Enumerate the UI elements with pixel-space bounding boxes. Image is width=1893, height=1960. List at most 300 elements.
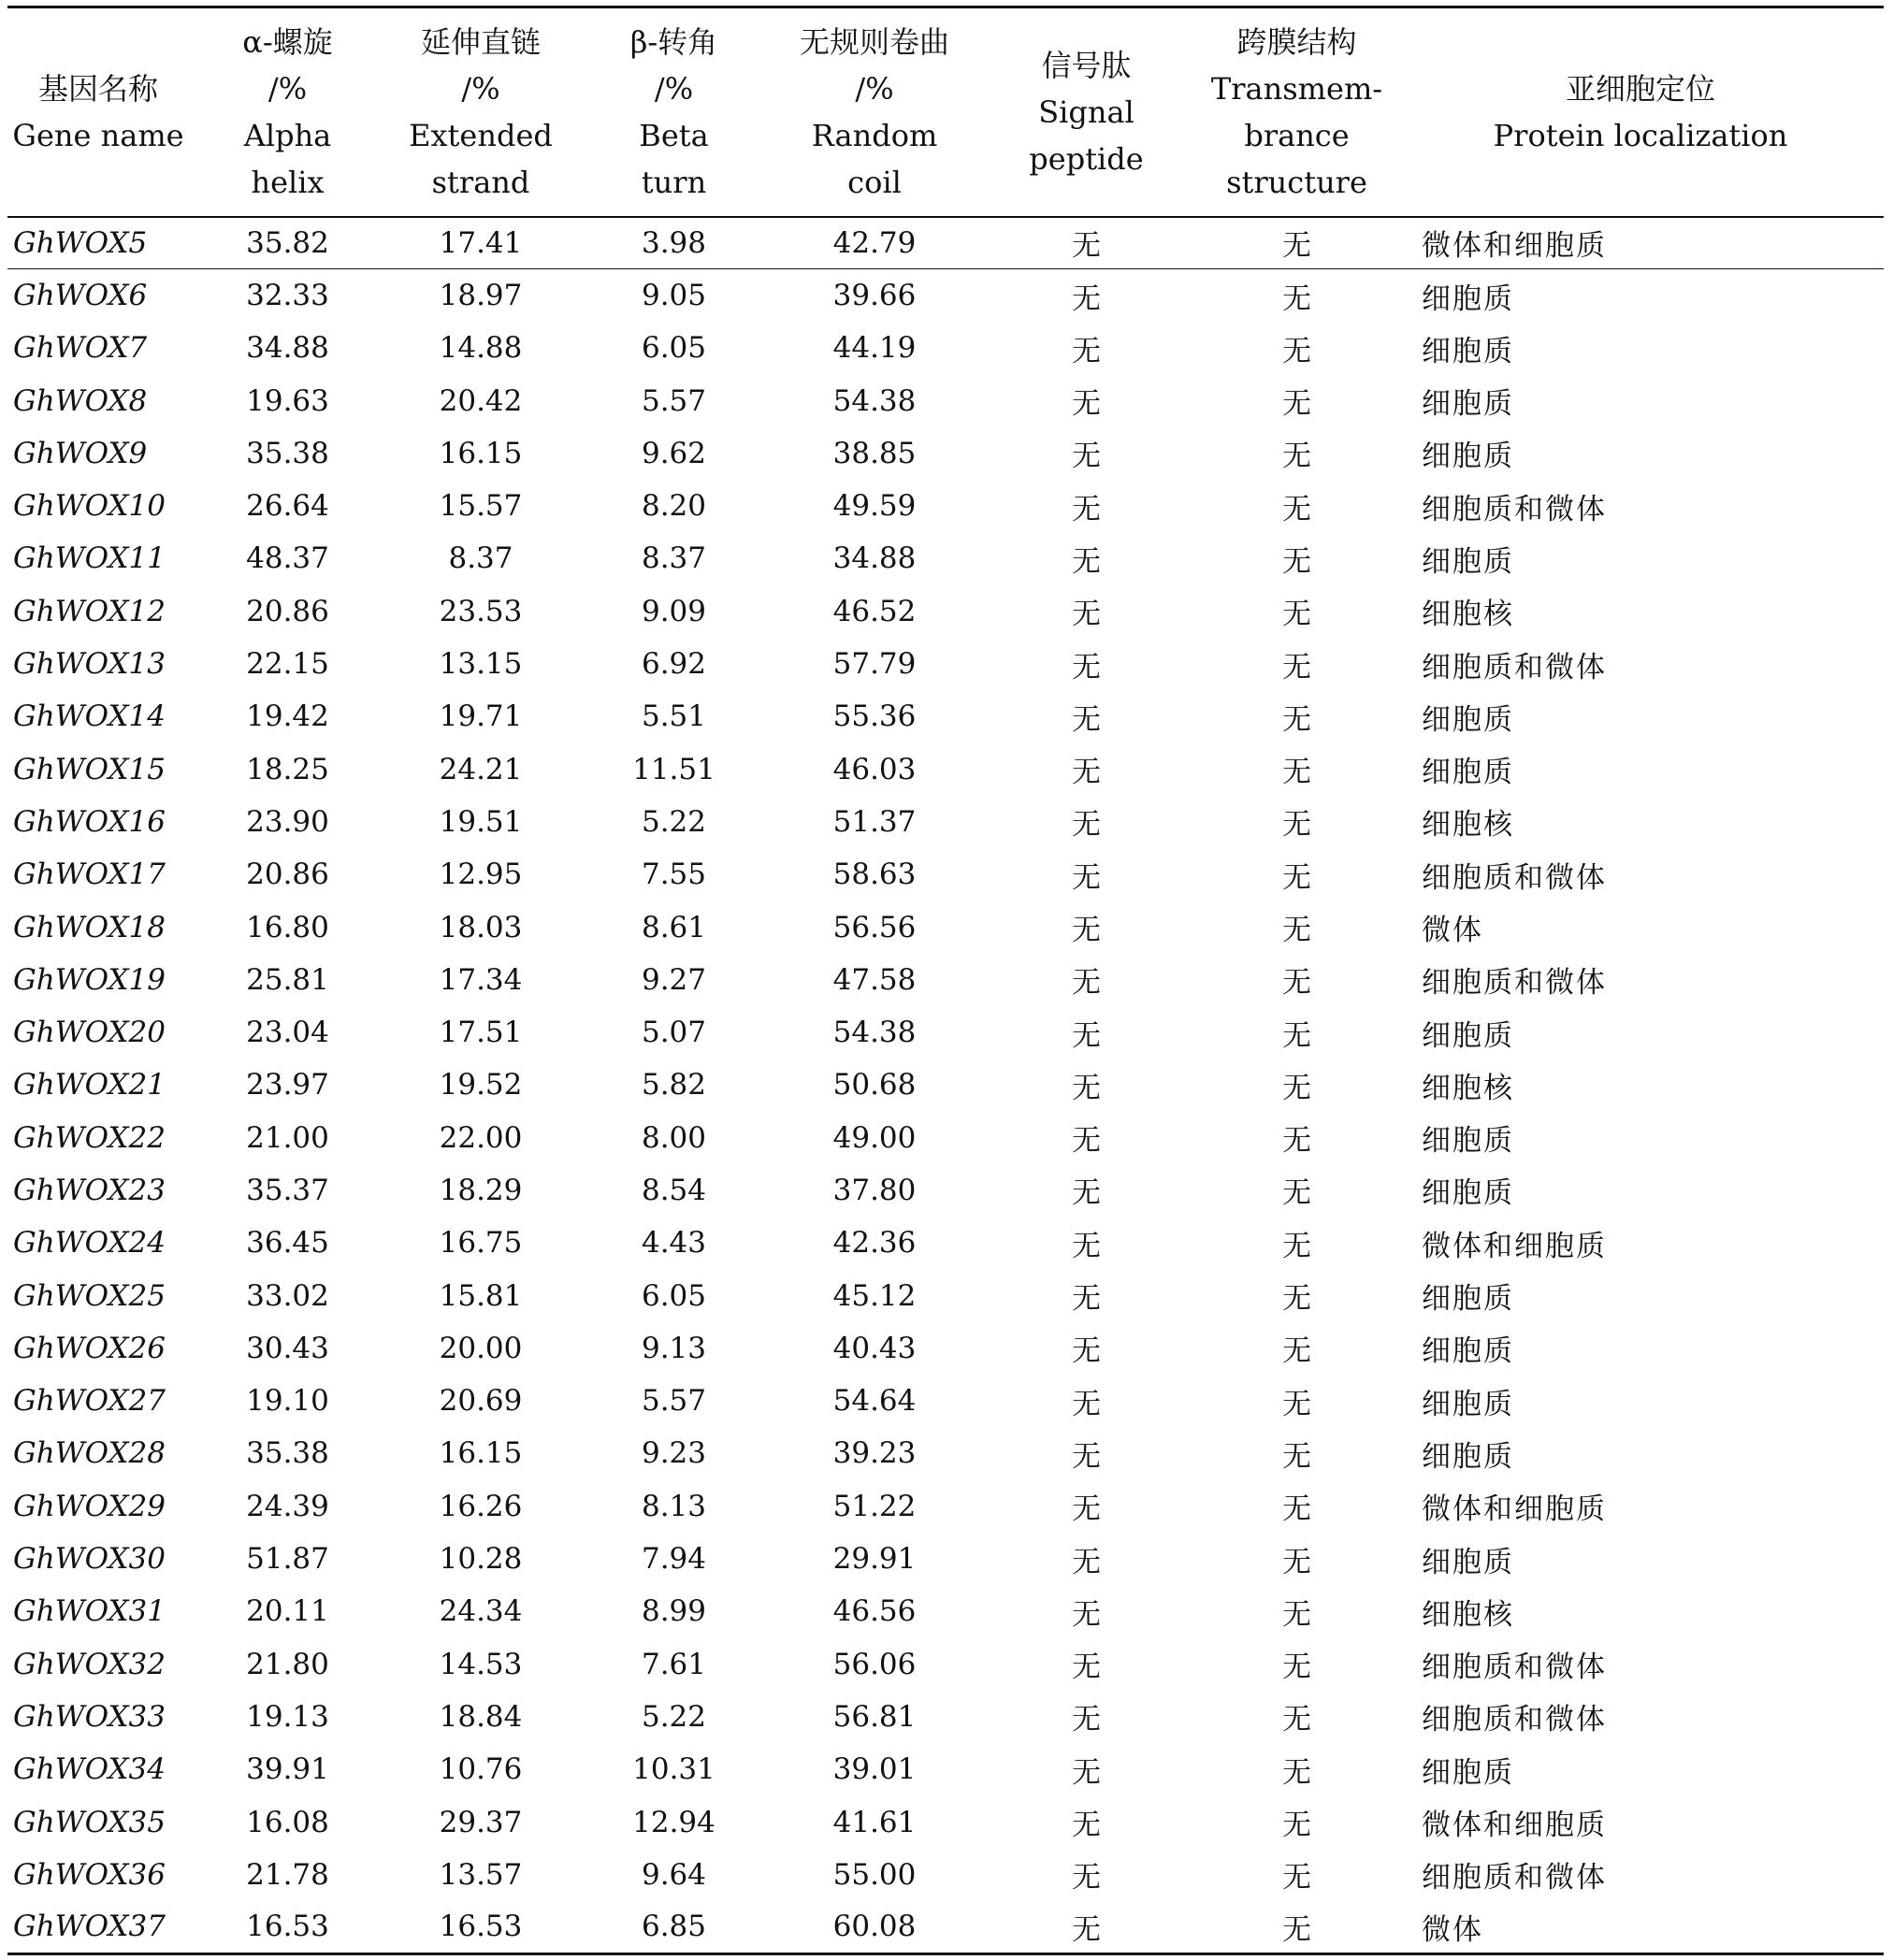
gene-cell: GhWOX17 [13,858,166,892]
signal-peptide-cell: 无 [1072,1439,1101,1474]
extended-strand-cell: 19.51 [439,804,523,839]
table-row [7,1795,1884,1848]
header-line: Random [811,117,938,153]
localization-cell: 微体 [1422,914,1483,947]
localization-cell: 细胞质和微体 [1422,1861,1607,1895]
signal-peptide-cell: 无 [1072,1387,1101,1421]
beta-turn-cell: 3.98 [575,217,773,269]
transmembrane-cell: 无 [1282,756,1311,790]
extended-strand-cell: 18.97 [439,279,523,313]
transmembrane-cell: 无 [1282,598,1311,632]
gene-cell: GhWOX16 [13,804,166,839]
transmembrane-cell: 无 [1282,1176,1311,1211]
extended-strand-cell: 16.15 [439,1436,523,1471]
alpha-helix-cell: 20.86 [246,594,329,628]
header-line: /% [267,70,308,107]
table-row [7,690,1884,742]
table-row [7,742,1884,795]
alpha-helix-cell: 21.00 [246,1120,329,1155]
header-line: 基因名称 [37,70,158,107]
localization-cell: 细胞质和微体 [1422,1703,1607,1737]
table-row [7,1533,1884,1585]
localization-cell: 细胞核 [1422,1597,1514,1632]
beta-turn-cell: 9.23 [641,1436,707,1471]
random-coil-cell: 42.79 [773,217,976,269]
extended-strand-cell: 15.57 [439,489,523,524]
gene-cell: GhWOX6 [13,279,148,313]
random-coil-cell: 54.38 [832,1016,917,1050]
transmembrane-cell: 无 [1282,860,1311,895]
table-row [7,848,1884,901]
header-line: Transmem- [1210,70,1383,107]
random-coil-cell: 54.64 [832,1384,917,1419]
random-coil-cell: 56.06 [832,1647,917,1681]
header-line: /% [855,70,894,107]
gene-cell: GhWOX18 [13,910,166,944]
random-coil-cell: 34.88 [832,541,917,576]
random-coil-cell: 51.37 [832,804,917,839]
transmembrane-cell: 无 [1282,1861,1311,1895]
localization-cell: 细胞质 [1422,1176,1514,1211]
table-row [7,374,1884,426]
extended-strand-cell: 18.84 [439,1699,523,1734]
table-row [7,1427,1884,1479]
transmembrane-cell: 无 [1282,966,1311,1001]
random-coil-cell: 46.03 [832,752,917,786]
localization-cell: 细胞质 [1422,1124,1514,1159]
gene-cell: GhWOX37 [7,1901,189,1953]
random-coil-cell: 51.22 [832,1489,917,1523]
localization-cell: 微体和细胞质 [1422,1809,1607,1843]
localization-cell: 细胞质和微体 [1422,966,1607,1001]
gene-cell: GhWOX25 [13,1278,166,1313]
alpha-helix-cell: 33.02 [246,1278,329,1313]
transmembrane-cell: 无 [1282,387,1311,422]
beta-turn-cell: 9.62 [641,436,707,470]
alpha-helix-cell: 19.42 [246,699,329,734]
beta-turn-cell: 5.57 [641,1384,707,1419]
beta-turn-cell: 6.05 [641,331,707,366]
table-row [7,1849,1884,1901]
transmembrane-cell: 无 [1282,1703,1311,1737]
random-coil-cell: 39.66 [832,279,917,313]
header-line: strand [431,164,530,200]
table-row [7,480,1884,532]
signal-peptide-cell: 无 [976,217,1196,269]
extended-strand-cell: 15.81 [439,1278,523,1313]
beta-turn-cell: 5.22 [641,804,707,839]
signal-peptide-cell: 无 [1072,1755,1101,1790]
header-gene-name [7,7,189,217]
extended-strand-cell: 17.34 [439,962,523,997]
header-line: 信号肽 [1041,47,1132,83]
random-coil-cell: 60.08 [773,1901,976,1953]
transmembrane-cell: 无 [1282,1071,1311,1105]
table-row [7,585,1884,638]
localization-cell: 细胞质和微体 [1422,650,1607,685]
beta-turn-cell: 5.57 [641,383,707,418]
beta-turn-cell: 12.94 [632,1805,715,1839]
signal-peptide-cell: 无 [1072,1071,1101,1105]
table-row [7,638,1884,690]
localization-cell: 细胞质 [1422,1439,1514,1474]
table-row [7,1901,1884,1953]
signal-peptide-cell: 无 [1072,914,1101,947]
signal-peptide-cell: 无 [1072,1492,1101,1527]
header-line: Gene name [12,117,184,153]
header-beta-turn [575,7,773,217]
alpha-helix-cell: 18.25 [246,752,329,786]
transmembrane-cell: 无 [1282,440,1311,474]
gene-cell: GhWOX27 [13,1384,166,1419]
alpha-helix-cell: 20.86 [246,858,329,892]
transmembrane-cell: 无 [1282,1597,1311,1632]
beta-turn-cell: 6.05 [641,1278,707,1313]
table-row [7,1322,1884,1375]
extended-strand-cell: 10.76 [439,1752,523,1787]
signal-peptide-cell: 无 [1072,808,1101,843]
localization-cell: 细胞质 [1422,387,1514,422]
table-row [7,954,1884,1006]
transmembrane-cell: 无 [1282,492,1311,526]
localization-cell: 细胞质 [1422,281,1514,316]
extended-strand-cell: 13.15 [439,647,523,682]
alpha-helix-cell: 23.97 [246,1068,329,1102]
alpha-helix-cell: 48.37 [246,541,329,576]
beta-turn-cell: 8.99 [641,1594,707,1629]
header-line: turn [641,164,707,200]
header-random-coil [773,7,976,217]
localization-cell: 微体和细胞质 [1422,1492,1607,1527]
signal-peptide-cell: 无 [1072,1861,1101,1895]
beta-turn-cell: 8.20 [641,489,707,524]
random-coil-cell: 55.00 [832,1857,917,1892]
transmembrane-cell: 无 [1282,702,1311,737]
signal-peptide-cell: 无 [1072,544,1101,579]
localization-cell: 细胞质和微体 [1422,1650,1607,1685]
gene-cell: GhWOX30 [13,1542,166,1577]
signal-peptide-cell: 无 [1072,966,1101,1001]
gene-cell: GhWOX35 [13,1805,166,1839]
localization-cell: 细胞质 [1422,1018,1514,1053]
gene-cell: GhWOX31 [13,1594,166,1629]
signal-peptide-cell: 无 [1072,1703,1101,1737]
signal-peptide-cell: 无 [1072,1176,1101,1211]
random-coil-cell: 54.38 [832,383,917,418]
transmembrane-cell: 无 [1282,1650,1311,1685]
table-header [7,7,1884,217]
random-coil-cell: 47.58 [832,962,917,997]
gene-cell: GhWOX28 [13,1436,166,1471]
extended-strand-cell: 24.21 [439,752,523,786]
signal-peptide-cell: 无 [1072,1650,1101,1685]
localization-cell: 细胞质 [1422,1334,1514,1369]
transmembrane-cell: 无 [1282,1809,1311,1843]
alpha-helix-cell: 23.90 [246,804,329,839]
transmembrane-cell: 无 [1282,1018,1311,1053]
alpha-helix-cell: 51.87 [246,1542,329,1577]
gene-cell: GhWOX22 [13,1120,166,1155]
gene-cell: GhWOX12 [13,594,166,628]
protein-properties-table [7,6,1884,1955]
gene-cell: GhWOX21 [13,1068,166,1102]
gene-cell: GhWOX15 [13,752,166,786]
random-coil-cell: 57.79 [832,647,917,682]
signal-peptide-cell: 无 [1072,650,1101,685]
table-body [7,217,1884,1954]
signal-peptide-cell: 无 [1072,492,1101,526]
signal-peptide-cell: 无 [1072,1124,1101,1159]
alpha-helix-cell: 16.53 [189,1901,386,1953]
localization-cell: 细胞质和微体 [1422,860,1607,895]
signal-peptide-cell: 无 [1072,1229,1101,1263]
extended-strand-cell: 20.69 [439,1384,523,1419]
alpha-helix-cell: 21.80 [246,1647,329,1681]
extended-strand-cell: 17.51 [439,1016,523,1050]
header-signal-peptide [976,7,1196,217]
header-line: 延伸直链 [420,23,541,60]
signal-peptide-cell: 无 [1072,1282,1101,1317]
header-line: brance [1244,117,1350,153]
header-line: Alpha [243,117,332,153]
extended-strand-cell: 18.29 [439,1173,523,1207]
transmembrane-cell: 无 [1282,1334,1311,1369]
transmembrane-cell: 无 [1282,281,1311,316]
extended-strand-cell: 16.53 [386,1901,575,1953]
gene-cell: GhWOX23 [13,1173,166,1207]
table-row [7,532,1884,584]
gene-cell: GhWOX14 [13,699,166,734]
random-coil-cell: 29.91 [832,1542,917,1577]
extended-strand-cell: 29.37 [439,1805,523,1839]
header-line: α-螺旋 [242,23,333,60]
extended-strand-cell: 22.00 [439,1120,523,1155]
gene-cell: GhWOX34 [13,1752,166,1787]
table-row [7,901,1884,953]
random-coil-cell: 55.36 [832,699,917,734]
beta-turn-cell: 11.51 [632,752,715,786]
table-row [7,1164,1884,1217]
table-row [7,1006,1884,1059]
table-row [7,427,1884,480]
extended-strand-cell: 16.75 [439,1226,523,1261]
alpha-helix-cell: 30.43 [246,1331,329,1365]
header-transmembrane [1196,7,1397,217]
extended-strand-cell: 18.03 [439,910,523,944]
transmembrane-cell: 无 [1282,1229,1311,1263]
gene-cell: GhWOX20 [13,1016,166,1050]
signal-peptide-cell: 无 [976,1901,1196,1953]
transmembrane-cell: 无 [1282,1492,1311,1527]
alpha-helix-cell: 16.80 [246,910,329,944]
alpha-helix-cell: 32.33 [246,279,329,313]
alpha-helix-cell: 21.78 [246,1857,329,1892]
transmembrane-cell: 无 [1196,1901,1397,1953]
table-row [7,1585,1884,1637]
localization-cell: 细胞质和微体 [1422,492,1607,526]
localization-cell: 细胞质 [1422,334,1514,368]
gene-cell: GhWOX19 [13,962,166,997]
alpha-helix-cell: 22.15 [246,647,329,682]
alpha-helix-cell: 24.39 [246,1489,329,1523]
signal-peptide-cell: 无 [1072,281,1101,316]
extended-strand-cell: 24.34 [439,1594,523,1629]
localization-cell: 细胞质 [1422,702,1514,737]
header-line: structure [1226,164,1367,200]
header-line: 无规则卷曲 [799,23,949,60]
beta-turn-cell: 9.64 [641,1857,707,1892]
gene-cell: GhWOX33 [13,1699,166,1734]
transmembrane-cell: 无 [1282,1387,1311,1421]
gene-cell: GhWOX8 [13,383,148,418]
header-extended-strand [386,7,575,217]
random-coil-cell: 40.43 [832,1331,917,1365]
alpha-helix-cell: 35.38 [246,1436,329,1471]
extended-strand-cell: 17.41 [386,217,575,269]
transmembrane-cell: 无 [1282,1545,1311,1579]
gene-cell: GhWOX32 [13,1647,166,1681]
random-coil-cell: 39.23 [832,1436,917,1471]
header-line: /% [461,70,500,107]
beta-turn-cell: 8.54 [641,1173,707,1207]
random-coil-cell: 38.85 [832,436,917,470]
beta-turn-cell: 9.09 [641,594,707,628]
transmembrane-cell: 无 [1196,217,1397,269]
localization-cell: 细胞质 [1422,756,1514,790]
beta-turn-cell: 8.61 [641,910,707,944]
table-row [7,1059,1884,1111]
extended-strand-cell: 19.52 [439,1068,523,1102]
extended-strand-cell: 19.71 [439,699,523,734]
header-line: 跨膜结构 [1236,23,1357,60]
table-row [7,1480,1884,1533]
transmembrane-cell: 无 [1282,1282,1311,1317]
signal-peptide-cell: 无 [1072,1334,1101,1369]
beta-turn-cell: 7.55 [641,858,707,892]
header-line: helix [251,164,325,200]
alpha-helix-cell: 39.91 [246,1752,329,1787]
signal-peptide-cell: 无 [1072,387,1101,422]
localization-cell: 细胞核 [1422,1071,1514,1105]
gene-cell: GhWOX9 [13,436,148,470]
random-coil-cell: 58.63 [832,858,917,892]
transmembrane-cell: 无 [1282,1755,1311,1790]
table-row [7,217,1884,269]
table-row [7,1638,1884,1691]
beta-turn-cell: 7.94 [641,1542,707,1577]
header-line: Beta [639,117,709,153]
alpha-helix-cell: 35.38 [246,436,329,470]
random-coil-cell: 46.56 [832,1594,917,1629]
gene-cell: GhWOX26 [13,1331,166,1365]
random-coil-cell: 49.00 [832,1120,917,1155]
beta-turn-cell: 9.27 [641,962,707,997]
extended-strand-cell: 16.26 [439,1489,523,1523]
random-coil-cell: 46.52 [832,594,917,628]
alpha-helix-cell: 20.11 [246,1594,329,1629]
random-coil-cell: 45.12 [832,1278,917,1313]
extended-strand-cell: 8.37 [448,541,513,576]
beta-turn-cell: 5.82 [641,1068,707,1102]
alpha-helix-cell: 26.64 [246,489,329,524]
header-line: Signal [1038,94,1134,130]
random-coil-cell: 56.56 [832,910,917,944]
gene-cell: GhWOX36 [13,1857,166,1892]
alpha-helix-cell: 35.82 [189,217,386,269]
signal-peptide-cell: 无 [1072,1809,1101,1843]
random-coil-cell: 44.19 [832,331,917,366]
transmembrane-cell: 无 [1282,1439,1311,1474]
alpha-helix-cell: 36.45 [246,1226,329,1261]
table-row [7,1217,1884,1269]
signal-peptide-cell: 无 [1072,598,1101,632]
extended-strand-cell: 23.53 [439,594,523,628]
beta-turn-cell: 7.61 [641,1647,707,1681]
localization-cell: 细胞核 [1422,598,1514,632]
random-coil-cell: 37.80 [832,1173,917,1207]
beta-turn-cell: 8.13 [641,1489,707,1523]
random-coil-cell: 41.61 [832,1805,917,1839]
localization-cell: 细胞质 [1422,1755,1514,1790]
alpha-helix-cell: 35.37 [246,1173,329,1207]
beta-turn-cell: 5.22 [641,1699,707,1734]
localization-cell: 细胞核 [1422,808,1514,843]
header-alpha-helix [189,7,386,217]
random-coil-cell: 50.68 [832,1068,917,1102]
alpha-helix-cell: 19.13 [246,1699,329,1734]
extended-strand-cell: 20.00 [439,1331,523,1365]
transmembrane-cell: 无 [1282,650,1311,685]
alpha-helix-cell: 23.04 [246,1016,329,1050]
table-row [7,322,1884,374]
gene-cell: GhWOX13 [13,647,166,682]
transmembrane-cell: 无 [1282,914,1311,947]
gene-cell: GhWOX5 [7,217,189,269]
signal-peptide-cell: 无 [1072,1597,1101,1632]
table-row [7,1743,1884,1795]
beta-turn-cell: 5.51 [641,699,707,734]
header-line: 亚细胞定位 [1565,70,1715,107]
gene-cell: GhWOX7 [13,331,148,366]
beta-turn-cell: 6.92 [641,647,707,682]
beta-turn-cell: 6.85 [575,1901,773,1953]
transmembrane-cell: 无 [1282,1124,1311,1159]
beta-turn-cell: 5.07 [641,1016,707,1050]
signal-peptide-cell: 无 [1072,756,1101,790]
header-localization [1397,7,1884,217]
random-coil-cell: 42.36 [832,1226,917,1261]
localization-cell: 微体 [1397,1901,1884,1953]
header-line: Protein localization [1493,117,1788,153]
localization-cell: 细胞质 [1422,1282,1514,1317]
extended-strand-cell: 14.53 [439,1647,523,1681]
alpha-helix-cell: 34.88 [246,331,329,366]
table-row [7,796,1884,848]
beta-turn-cell: 8.37 [641,541,707,576]
table-row [7,1112,1884,1164]
localization-cell: 细胞质 [1422,440,1514,474]
alpha-helix-cell: 25.81 [246,962,329,997]
beta-turn-cell: 8.00 [641,1120,707,1155]
random-coil-cell: 49.59 [832,489,917,524]
alpha-helix-cell: 16.08 [246,1805,329,1839]
extended-strand-cell: 13.57 [439,1857,523,1892]
transmembrane-cell: 无 [1282,808,1311,843]
header-line: peptide [1029,140,1144,177]
header-row [7,7,1884,217]
localization-cell: 微体和细胞质 [1422,1229,1607,1263]
alpha-helix-cell: 19.63 [246,383,329,418]
